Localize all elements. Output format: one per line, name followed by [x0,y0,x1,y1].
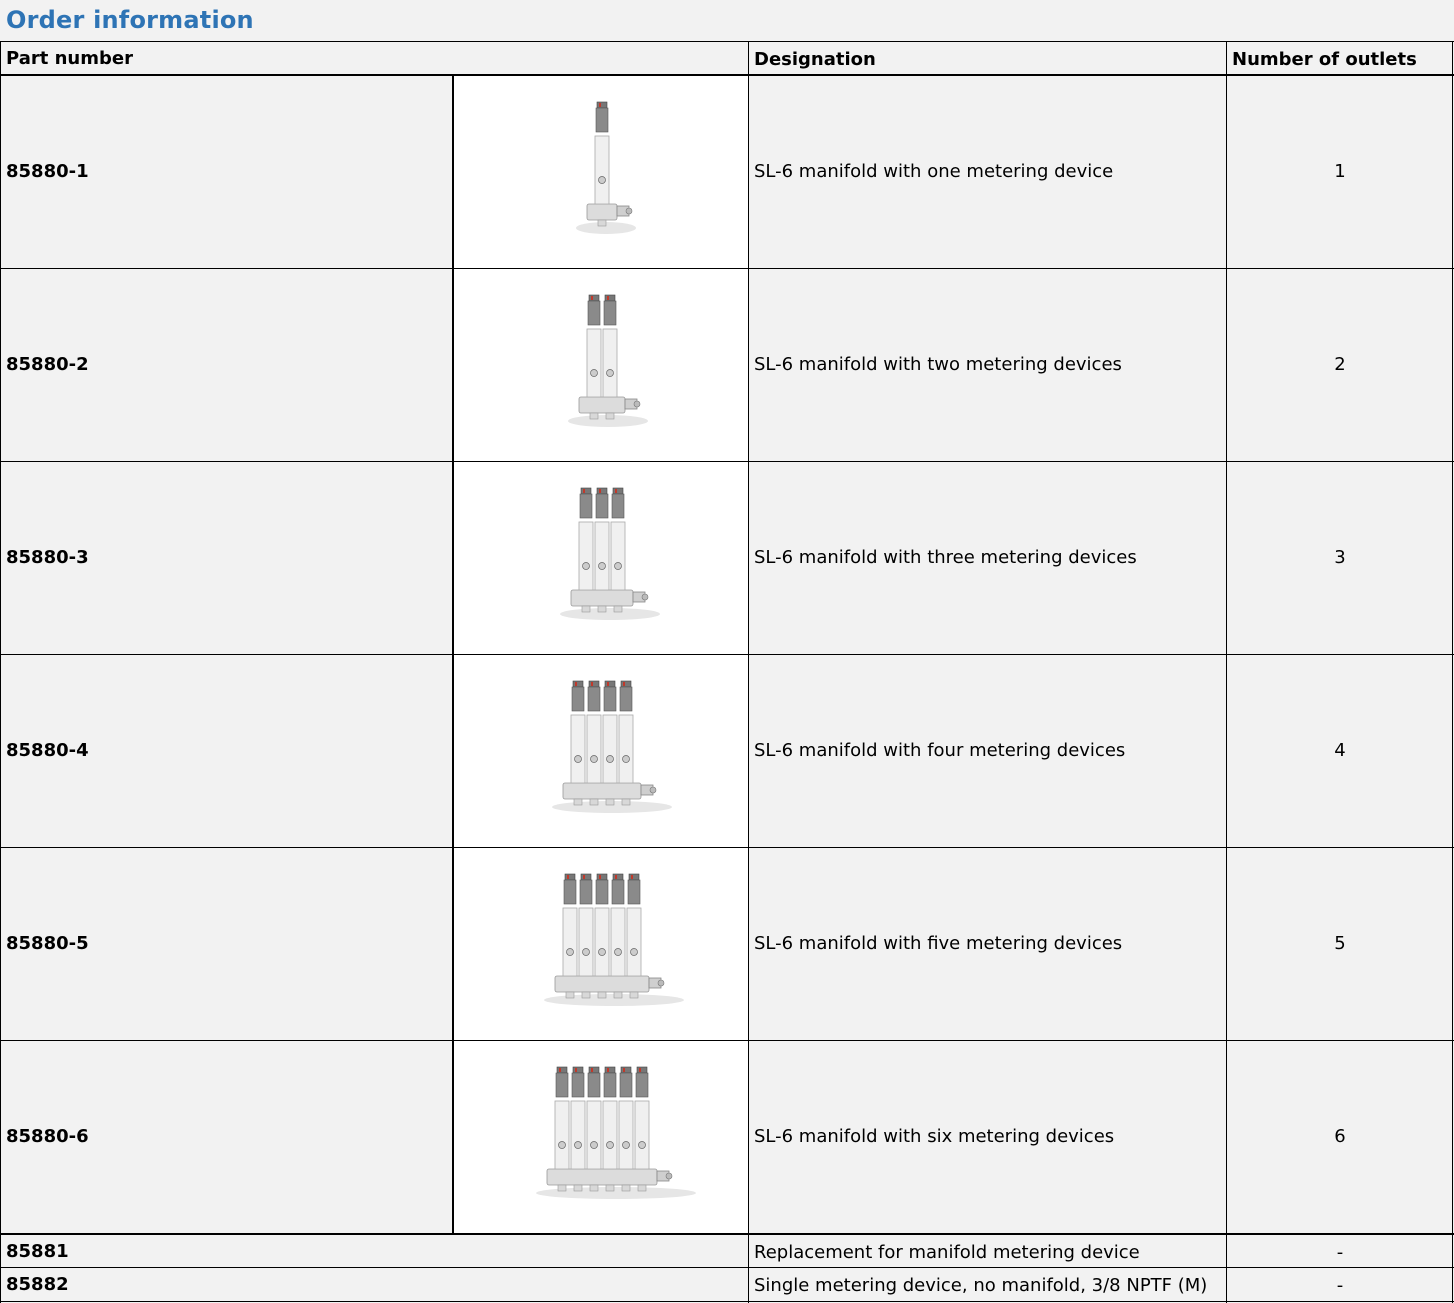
manifold-drawing [454,848,750,1041]
manifold-drawing [454,462,750,655]
designation-cell: SL-6 manifold with three metering devices [754,546,1137,568]
manifold-6-outlet-image [452,1041,748,1234]
row-divider [0,1267,1454,1268]
header-part-number: Part number [6,48,133,69]
designation-cell: SL-6 manifold with one metering device [754,160,1114,182]
manifold-drawing [454,269,750,462]
designation-cell: Replacement for manifold metering device [754,1242,1140,1263]
part-number-cell: 85880-5 [6,932,89,954]
part-number-cell: 85882 [6,1274,69,1295]
part-number-cell: 85880-1 [6,160,89,182]
page-title: Order information [6,6,254,34]
manifold-drawing [454,76,750,269]
manifold-3-outlet-image [452,462,748,655]
left-border [0,42,1,1303]
part-number-cell: 85881 [6,1241,69,1262]
manifold-4-outlet-image [452,655,748,848]
manifold-1-outlet-image [452,76,748,269]
outlets-cell: 1 [1334,160,1346,182]
designation-cell: SL-6 manifold with five metering devices [754,932,1123,954]
designation-cell: SL-6 manifold with six metering devices [754,1125,1115,1147]
designation-cell: SL-6 manifold with two metering devices [754,353,1122,375]
header-designation: Designation [754,49,876,70]
title-bar [0,0,1454,42]
row-divider [0,1233,1454,1235]
column-divider [1226,42,1227,1303]
outlets-cell: 3 [1334,546,1346,568]
part-number-cell: 85880-4 [6,739,89,761]
bottom-border [0,1301,1454,1302]
manifold-5-outlet-image [452,848,748,1041]
outlets-cell: - [1336,1275,1344,1296]
right-border [1452,42,1453,1303]
manifold-drawing [454,655,750,848]
designation-cell: SL-6 manifold with four metering devices [754,739,1126,761]
part-number-cell: 85880-2 [6,353,89,375]
manifold-drawing [454,1041,750,1234]
outlets-cell: - [1336,1242,1344,1263]
outlets-cell: 2 [1334,353,1346,375]
manifold-2-outlet-image [452,269,748,462]
header-number-of-outlets: Number of outlets [1232,49,1417,70]
part-number-cell: 85880-6 [6,1125,89,1147]
designation-cell: Single metering device, no manifold, 3/8 NPTF (M) [754,1275,1208,1296]
part-number-cell: 85880-3 [6,546,89,568]
outlets-cell: 6 [1334,1125,1346,1147]
outlets-cell: 4 [1334,739,1346,761]
outlets-cell: 5 [1334,932,1346,954]
